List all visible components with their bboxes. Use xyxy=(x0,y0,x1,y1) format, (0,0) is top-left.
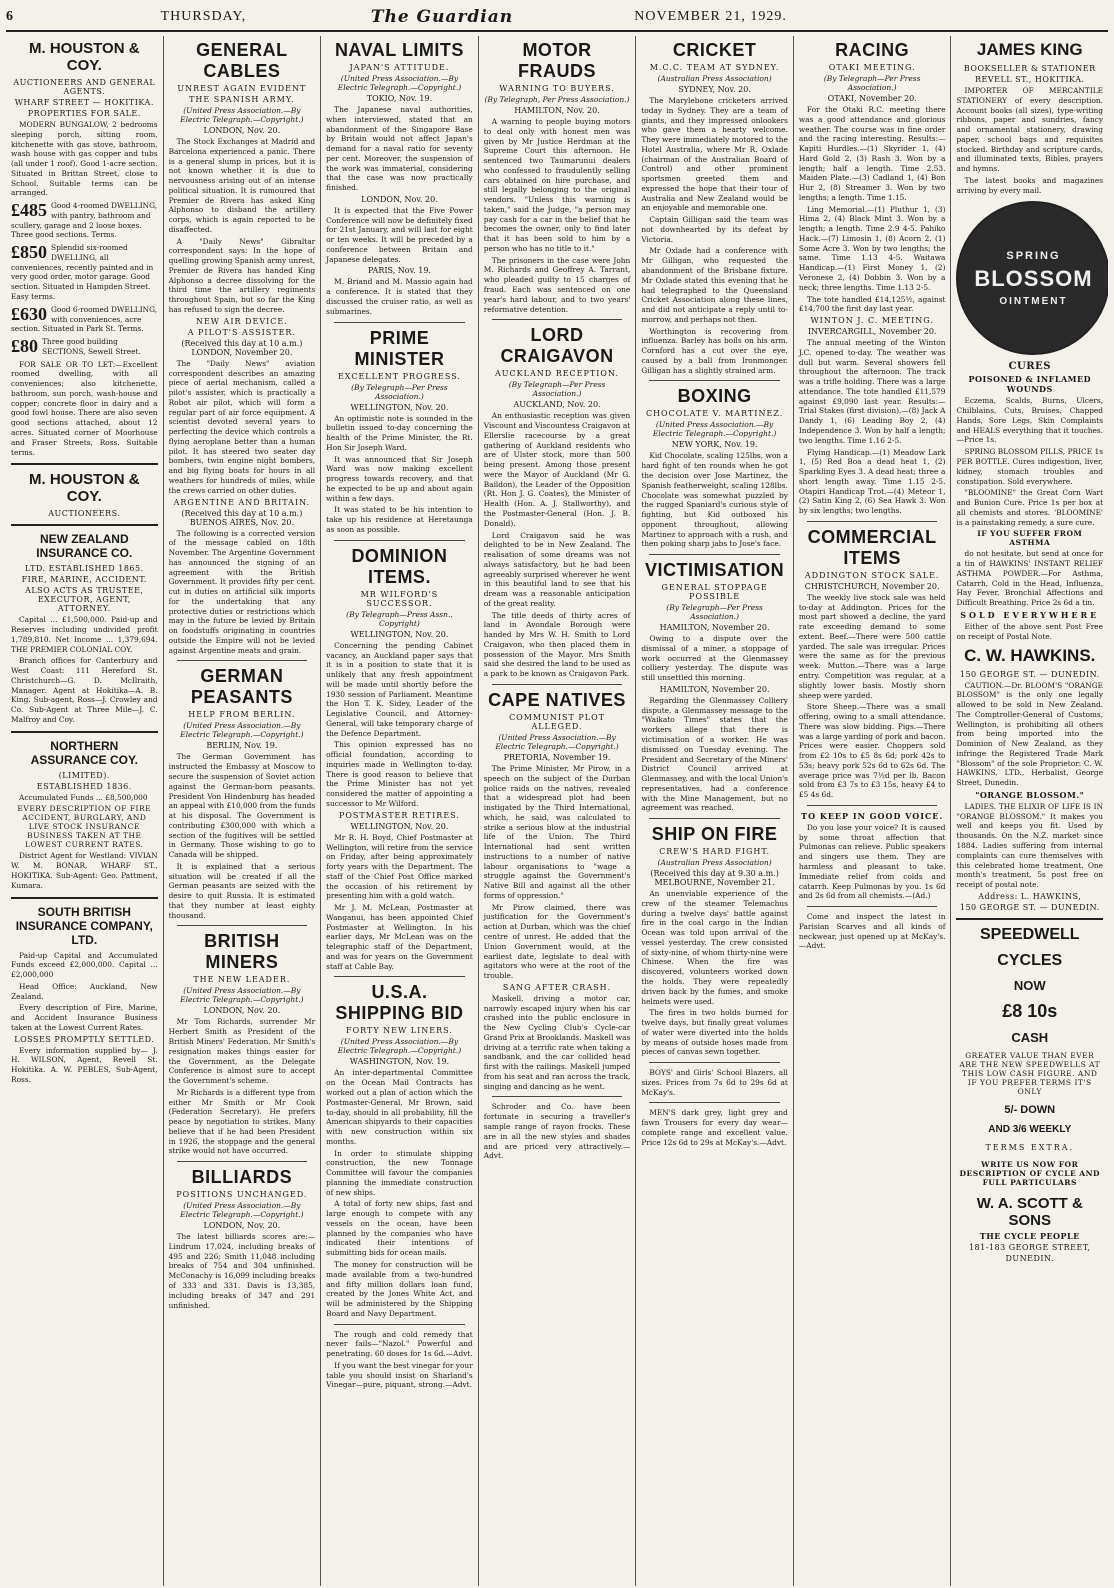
article-paragraph: M. Briand and M. Massio again had a conference. It is stated that they discussed the cruiser ratio, as well as submarines. xyxy=(326,277,473,316)
article-paragraph: The tote handled £14,125½, against £14,700 the first day last year. xyxy=(798,294,946,314)
ad-line: PROPERTIES FOR SALE. xyxy=(27,109,141,118)
property-text: Good 6-roomed DWELLING, with conveniences, acre section. Situated in Park St. Terms. xyxy=(11,304,158,334)
article-paragraph: The money for construction will be made available from a two-hundred and fifty million dollars loan fund, created by the Jones White Act, and will be administered by the Shipping Board and Navy Department. xyxy=(326,1260,473,1318)
ad-paragraph: do not hesitate, but send at once for a tin of HAWKINS' INSTANT RELIEF ASTHMA POWDER.—For Asthma, Catarrh, Cold in the Head, Influenza, Hay Fever, Bronchial Affections and Difficult Breathing. Price 2s 6d a tin. xyxy=(956,549,1104,608)
wire-credit: (By Telegraph—Per Press Association.) xyxy=(666,603,763,622)
column-1 xyxy=(6,36,164,1586)
article-paragraph: Mr R. H. Boyd, Chief Postmaster at Wellington, will retire from the service on Friday, after being approximately forty years with the Department. The staff of the Chief Post Office marked the occasion of his retirement by presenting him with a gold watch. xyxy=(326,832,473,901)
speedwell-weekly: AND 3/6 WEEKLY xyxy=(988,1123,1072,1135)
ad-paragraph: SPRING BLOSSOM PILLS, PRICE 1s PER BOTTLE. Cures indigestion, liver, kidney, stomach troubles and constipation. Sold everywhere. xyxy=(956,447,1104,486)
dateline: WELLINGTON, Nov. 20. xyxy=(350,821,449,831)
headline: COMMERCIAL ITEMS xyxy=(807,526,937,568)
ad-line: 150 GEORGE ST. — DUNEDIN. xyxy=(959,902,1100,912)
ad-paragraph: District Agent for Westland: VIVIAN W. M. BONAR, WHARF ST., HOKITIKA. Sub-Agent: Geo. Pattment, Kumara. xyxy=(11,851,158,890)
subheading: POSTMASTER RETIRES. xyxy=(338,810,460,820)
subheading: CHOCOLATE V. MARTINEZ. xyxy=(645,409,784,419)
ad-line: DUNEDIN. xyxy=(1005,1253,1055,1263)
dateline: HAMILTON, November 20. xyxy=(659,684,770,694)
ad-houston-title: M. HOUSTON & COY. xyxy=(29,40,140,74)
dateline: (Received this day at 10 a.m.) LONDON, November 20. xyxy=(181,338,303,357)
headline: VICTIMISATION xyxy=(645,560,785,581)
article-paragraph: It was stated to be his intention to take up his residence at Heretaunga as soon as possible. xyxy=(326,505,473,534)
ad-line: GREATER VALUE THAN EVER ARE THE NEW SPEEDWELLS AT THIS LOW CASH FIGURE. AND IF YOU PREFER TERMS IT'S ONLY xyxy=(959,1050,1101,1096)
dateline: WELLINGTON, Nov. 20. xyxy=(350,629,449,639)
headline: CAPE NATIVES xyxy=(488,689,626,710)
divider xyxy=(649,554,780,555)
headline: GENERAL CABLES xyxy=(196,40,288,81)
subheading: FORTY NEW LINERS. xyxy=(346,1026,453,1036)
headline: SHIP ON FIRE xyxy=(651,824,778,845)
ad-paragraph: LADIES. THE ELIXIR OF LIFE IS IN "ORANGE BLOSSOM." It makes you well and keeps you fit. Used by thousands. On the N.Z. market since 1884. Ladies suffering from internal complaints can cure themselves with this celebrated home treatment. One month's treatment, 5s post free on receipt of postal note. xyxy=(956,801,1104,890)
article-paragraph: In order to stimulate shipping construction, the new Tonnage Committee will favour the companies planning the immediate construction of new ships. xyxy=(326,1148,473,1197)
article-paragraph: Mr Pirow claimed, there was justification for the Government's action at Durban, which was the chief centre of unrest. He added that the Union Government would, at the earliest date, legislate to deal with agitators who were at the root of the trouble. xyxy=(483,902,631,981)
property-text: Three good building SECTIONS, Sewell Street. xyxy=(42,337,141,356)
dateline: NEW YORK, Nov. 19. xyxy=(671,440,758,450)
column-6 xyxy=(794,36,952,1586)
article-paragraph: It is expected that the Five Power Conference will now be definitely fixed for 21st January, and will last for eight or ten weeks. It will be preceded by a conference between Britain and Japanese delegates. xyxy=(326,205,473,264)
ad-south-british-title: SOUTH BRITISH INSURANCE COMPANY, LTD. xyxy=(15,904,153,947)
subheading: UNREST AGAIN EVIDENT xyxy=(177,84,307,93)
divider xyxy=(11,897,158,899)
advert-paragraph: Do you lose your voice? It is caused by some throat affection that Pulmonas can relieve. Public speakers and singers use them. They are harmless and pleasant to take. Immediate relief from colds and catarrh. Keep Pulmonas by you. 1s 6d and 2s 6d from all chemists.—(Ad.) xyxy=(798,822,946,901)
dateline: PARIS, Nov. 19. xyxy=(367,266,431,276)
ad-line: BOOKSELLER & STATIONER xyxy=(963,64,1096,73)
ad-line: ALSO ACTS AS TRUSTEE, EXECUTOR, AGENT, ATTORNEY. xyxy=(25,586,144,614)
dateline: OTAKI, November 20. xyxy=(827,94,917,103)
ad-nz-insurance-title: NEW ZEALAND INSURANCE CO. xyxy=(36,532,133,561)
headline: BRITISH MINERS xyxy=(204,931,280,973)
divider xyxy=(649,380,780,381)
article-paragraph: Mr Tom Richards, surrender Mr Herbert Smith as President of the British Miners' Federation. Mr Smith's resignation makes things easier for the Government, as the Delegate Conference is almost sure to accept the Government's scheme. xyxy=(168,1017,316,1086)
divider xyxy=(649,1062,780,1063)
ad-line: AUCTIONEERS AND GENERAL AGENTS. xyxy=(13,78,156,96)
ad-line: (LIMITED). xyxy=(58,770,110,780)
article-paragraph: Regarding the Glenmassey Colliery dispute, a Glenmassey message to the "Waikato Times" states that the workers allege that there is victimisation of a worker. He was dismissed on Tuesday evening. The President and Secretary of the Miners' District Council arrived at Glenmassey, and with the local Union's representatives, had a conference with the Mine Management, but no agreement was reached. xyxy=(641,695,788,813)
masthead-day: THURSDAY, xyxy=(160,9,247,24)
article-paragraph: This opinion expressed has no official foundation, according to inquiries made in Wellington to-day. There is good reason to believe that the Prime Minister has not yet considered the matter of appointing a successor to Mr Wilford. xyxy=(326,740,473,808)
divider xyxy=(334,976,465,977)
ad-line: 150 GEORGE ST. — DUNEDIN. xyxy=(959,669,1100,679)
wire-credit: (By Telegraph—Per Press Association.) xyxy=(351,382,448,401)
divider xyxy=(11,463,158,465)
dateline: (Received this day at 9.30 a.m.) MELBOURNE, November 21. xyxy=(650,869,779,888)
ad-james-king-title: JAMES KING xyxy=(976,40,1083,59)
article-paragraph: The latest billiards scores are:— Lindrum 17,024, including breaks of 495 and 226; Smith 11,048 including breaks of 754 and 304 unfinished. McConachy is 16,099 including breaks of 333 and 331. Davis is 13,385, including breaks of 347 and 291 unfinished. xyxy=(168,1232,316,1310)
advert-paragraph: The rough and cold remedy that never fails—"Nazol." Powerful and penetrating. 60 doses for 1s 6d.—Advt. xyxy=(326,1329,473,1359)
dateline: LONDON, Nov. 20. xyxy=(361,194,438,204)
ad-line: TERMS EXTRA. xyxy=(985,1142,1075,1152)
article-paragraph: The fires in two holds burned for twelve days, but finally great volumes of water were diverted into the holds by means of outside hoses made from pieces of canvas sewn together. xyxy=(641,1008,788,1057)
article-paragraph: Mr Oxlade had a conference with Mr Gilligan, who requested the abandonment of the Brisbane fixture. Mr Oxlade stated this evening that he had telegraphed to the Queensland Cricket Association along these lines, and did not anticipate a reply until to-morrow, and perhaps not then. xyxy=(641,246,788,324)
wire-credit: (United Press Association.—By Electric Telegraph.—Copyright.) xyxy=(180,1201,304,1220)
divider xyxy=(807,521,938,522)
divider xyxy=(492,1096,623,1097)
property-listing xyxy=(11,305,158,334)
headline: DOMINION ITEMS. xyxy=(351,545,448,587)
subheading: HELP FROM BERLIN. xyxy=(188,710,296,720)
article-paragraph: The following is a corrected version of the message cabled on 18th November. The Argentine Government has announced the signing of an agreement with the British Government. It provides fifty per cent. cut in duties on artificial silk imports for the undertaking that any protective duties or restrictions which may in the future be levied by Britain on foodstuffs originating in countries outside the Empire will not be levied against Argentine meats and grain. xyxy=(168,528,316,655)
ad-line: LTD. ESTABLISHED 1865. xyxy=(24,564,144,574)
wire-credit: (By Telegraph—Per Press Association.) xyxy=(823,74,921,92)
divider xyxy=(177,1161,308,1162)
wire-credit: (United Press Association.—By Electric Telegraph.—Copyright.) xyxy=(495,732,619,751)
advert-paragraph: BOYS' and Girls' School Blazers, all sizes. Prices from 7s 6d to 29s 6d at McKay's. xyxy=(641,1068,788,1097)
article-paragraph: An enthusiastic reception was given Viscount and Viscountess Craigavon at Ellerslie racecourse by a great gathering of Auckland residents who are of Ulster stock, more than 500 being present. Among those present were the Mayor of Auckland (Mr G. Baildon), the Leader of the Opposition (Rt. Hon J. G. Coates), the Minister of Health (Hon. A. J. Stallworthy), and the Postmaster-General (Hon. J. B. Donald). xyxy=(483,411,631,528)
ad-paragraph: Every description of Fire, Marine, and Accident Insurance Business taken at the Lowest Current Rates. xyxy=(11,1003,158,1032)
ad-paragraph: IMPORTER OF MERCANTILE STATIONERY of every description. Account books (all sizes), type-writing ribbons, paper and sundries, fancy and ornamental stationery, drawing paper, school bags and requisites stocked. Birthday and scripture cards, and illuminated texts, Bibles, prayers and hymns. xyxy=(956,86,1104,174)
dateline: LONDON, Nov. 20. xyxy=(203,1221,281,1231)
article-paragraph: Maskell, driving a motor car, narrowly escaped injury when his car crashed into the public enclosure in the New Cycling Club's Cycle-car Grand Prix at Brooklands. Maskell was driving at a terrific rate when taking a sandbank, and the car collided head first with the railings. Maskell jumped from his seat and ran across the track, singing and dancing as he went. xyxy=(483,993,631,1091)
divider xyxy=(11,524,158,526)
dateline: CHRISTCHURCH, November 20. xyxy=(804,581,940,591)
ad-line: CURES xyxy=(1008,361,1051,373)
ad-line: WHARF STREET — HOKITIKA. xyxy=(14,98,154,107)
article-paragraph: The Japanese naval authorities, when interviewed, stated that an abandonment of the Singapore Base by Britain would not affect Japan's demand for a naval ratio for seventy per cent. Moreover, the suspension of the work was immaterial, considering that the case was now practically finished. xyxy=(326,105,473,193)
article-paragraph: An unenviable experience of the crew of the steamer Telemachus during a twelve days' battle against fire in the coal cargo in the Indian Ocean was told upon arrival of the vessel yesterday. The crew consisted of sixty-nine, of whom thirty-nine were Chinese. When the fire was discovered, volunteers worked down the holds. They were repeatedly driven back by the fumes, and smoke helmets were used. xyxy=(641,889,788,1006)
dateline: HAMILTON, Nov. 20. xyxy=(514,106,600,115)
headline: CRICKET xyxy=(672,40,757,60)
article-paragraph: It is explained that a serious situation will be created if all the German peasants are seized with the desire to quit Russia. It is estimated that they number at least eighty thousand. xyxy=(168,861,316,920)
divider xyxy=(334,540,465,541)
article-paragraph: A total of forty new ships, fast and large enough to compete with any vessels on the ocean, have been planned by the companies who have indicated their intentions of submitting bids for ocean mails. xyxy=(326,1199,473,1258)
paper-name: The Guardian xyxy=(370,7,514,27)
article-paragraph: Mr Richards is a different type from either Mr Smith or Mr Cook (Federation Secretary). He prefers peace by negotiation to strikes. Many believe that if he had been President in 1926, the stoppage and the general strike would not have occurred. xyxy=(168,1087,316,1156)
subheading: NEW AIR DEVICE. xyxy=(195,316,288,326)
dateline: LONDON, Nov. 20. xyxy=(203,126,281,135)
dateline: WELLINGTON, Nov. 20. xyxy=(350,402,449,412)
wire-credit: (United Press Association.—By Electric Telegraph.—Copyright.) xyxy=(180,986,304,1005)
headline: BILLIARDS xyxy=(191,1167,293,1188)
wire-credit: (Australian Press Association) xyxy=(657,858,772,868)
dateline: (Received this day at 10 a.m.) BUENOS AIRES, Nov. 20. xyxy=(181,508,303,527)
ad-hawkins-title: C. W. HAWKINS. xyxy=(964,645,1096,665)
ad-paragraph: Accumulated Funds ... £8,500,000 xyxy=(19,792,148,802)
dateline: TOKIO, Nov. 19. xyxy=(366,94,433,103)
headline: U.S.A. SHIPPING BID xyxy=(335,982,464,1024)
ad-paragraph: Eczema, Scalds, Burns, Ulcers, Chilblains, Cuts, Bruises, Chapped Hands, Sore Legs, Skin Complaints and HEALS everything that it touches.—Price 1s. xyxy=(956,396,1104,445)
article-paragraph: The "Daily News" aviation correspondent describes an amazing piece of aerial mechanism, called a pilot's assister, which is practically a Robot air pilot, which will form a regular part of air force equipment. A scientist devoted several years to perfecting the device which controls a flying aeroplane better than a human pilot. It has steered two seater day bombers, twin engine night bombers, and big flying boats for hours in all weathers for hundreds of miles, while the crews carried on other duties. xyxy=(168,358,316,495)
ad-paragraph: Every information supplied by— J. H. WILSON, Agent, Revell St. Hokitika. A. W. PEBLES, Sub-Agent, Ross. xyxy=(11,1045,158,1084)
scott-sons-title: W. A. SCOTT & SONS xyxy=(976,1194,1083,1229)
wire-credit: (By Telegraph—Press Assn., Copyright) xyxy=(346,609,453,628)
article-paragraph: Captain Gilligan said the team was not downhearted by its defeat by Victoria. xyxy=(641,215,788,244)
subheading: M.C.C. TEAM AT SYDNEY. xyxy=(649,63,780,72)
property-price: £80 xyxy=(11,337,38,357)
speedwell-down: 5/- DOWN xyxy=(1004,1103,1056,1116)
ad-paragraph: CAUTION.—Dr. BLOOM'S "ORANGE BLOSSOM" is the only one legally allowed to be sold in New Zealand. The Comptroller-General of Customs, Wellington, is prohibiting all others from being imported into the Dominion of New Zealand, as they infringe the Registered Trade Mark "Blossom" of the sole Proprietor: C. W. HAWKINS, LTD., Herbalist, George Street, Dunedin. xyxy=(956,680,1104,788)
article-paragraph: For the Otaki R.C. meeting there was a good attendance and glorious weather. The course was in fine order and the racing interesting. Results:— Kapiti Hurdles.—(1) Skyrider 1, (4) Hard Gold 2, (3) Rash 3. Won by a length; half a length. Time 2.53. Maiden Plate.—(3) Cadland 1, (4) Bon Hur 2, (8) Streamer 3. Won by two lengths; a length. Time 1.15. xyxy=(798,105,946,202)
subheading: THE NEW LEADER. xyxy=(193,975,291,985)
wire-credit: (By Telegraph, Per Press Association.) xyxy=(484,95,630,104)
advert-paragraph: Come and inspect the latest in Parisian Scarves and all kinds of neckwear, just opened up at McKay's.—Advt. xyxy=(798,912,946,951)
speedwell-price: £8 10s xyxy=(1002,1000,1058,1021)
subheading: JAPAN'S ATTITUDE. xyxy=(349,63,450,72)
column-7 xyxy=(951,36,1108,1586)
ad-line: Address: L. HAWKINS, xyxy=(978,891,1082,901)
divider xyxy=(334,1324,465,1325)
dateline: SYDNEY, Nov. 20. xyxy=(678,85,751,94)
property-listing xyxy=(11,201,158,240)
advert-paragraph: Schroder and Co. have been fortunate in securing a traveller's sample range of rayon frocks. These are in all the new styles and shades and are priced very attractively.—Advt. xyxy=(483,1102,631,1161)
subheading: OTAKI MEETING. xyxy=(828,63,916,72)
article-paragraph: Ling Memorial.—(1) Pluthur 1, (3) Hima 2, (4) Black Mint 3. Won by a length; a length. Time 2.9 4-5. Pahiko Hack.—(7) Limosin 1, (8) Acorn 2, (1) Some Acre 3. Won by two lengths; the same. Time 1.13 4-5. Waitawa Handicap.—(1) First Money 1, (2) Veronese 2, (4) Dobbin 3. Won by a neck; three lengths. Time 1.13 2-5. xyxy=(798,204,946,292)
article-paragraph: The annual meeting of the Winton J.C. opened to-day. The weather was dull but warm. Several showers fell throughout the afternoon. The track was a trifle holding. There was a large attendance. The tote handled £11,579 against £9,090 last year. Results:— Trial Stakes (first division).—(8) Jack A Dandy 1, (6) Leading Boy 2, (4) Independence 3. Won by half a length; two lengths. Time 1.16 2-5. xyxy=(798,338,946,445)
article-paragraph: A warning to people buying motors to deal only with honest men was given by Mr Justice Herdman at the Supreme Court this afternoon. He sentenced two Taumarunui dealers who confessed to fraudulently selling cars obtained on hire purchase, and still legally belonging to the original vendors. "Unless this warning is taken," said the Judge, "a person may pay cash for a car in the belief that he becomes the owner, only to find later that it has been sold to him by a person who has no title to it." xyxy=(483,117,631,253)
wire-credit: (United Press Association.—By Electric Telegraph.—Copyright.) xyxy=(337,74,462,92)
subheading: EXCELLENT PROGRESS. xyxy=(337,371,461,381)
seal-text-top: SPRING xyxy=(1006,249,1061,262)
divider xyxy=(807,805,938,806)
property-price: £630 xyxy=(11,304,47,324)
ad-paragraph: The latest books and magazines arriving by every mail. xyxy=(956,175,1104,195)
column-3 xyxy=(321,36,479,1586)
property-price: £485 xyxy=(11,201,47,221)
headline: PRIME MINISTER xyxy=(354,327,445,369)
ad-paragraph: "BLOOMINE" the Great Corn Wart and Bunion Cure. Price 1s per box at all chemists and stores. 'BLOOMINE' is a painstaking remedy, a sure cure. xyxy=(956,488,1104,527)
ad-line: ESTABLISHED 1836. xyxy=(36,781,132,791)
subheading: THE SPANISH ARMY. xyxy=(189,95,295,104)
spring-blossom-seal-icon xyxy=(956,201,1108,355)
article-paragraph: Concerning the pending Cabinet vacancy, an Auckland paper says that it is in a position to state that it is unlikely that any fresh appointment will be made until shortly before the 1930 session of Parliament. Meantime the Hon T. K. Sidey, Leader of the Legislative Council, and Attorney-General, will take temporary charge of the Defence Department. xyxy=(326,640,473,738)
ad-paragraph: Capital ... £1,500,000. Paid-up and Reserves including undivided profit 1,789,810. Net Income ... 1,379,694. THE PREMIER COLONIAL COY. xyxy=(11,615,158,654)
ad-line: EVERY DESCRIPTION OF FIRE ACCIDENT, BURGLARY, AND LIVE STOCK INSURANCE BUSINESS TAKEN AT THE LOWEST CURRENT RATES. xyxy=(17,804,152,850)
property-text: Splendid six-roomed DWELLING, all conveniences, recently painted and in very good order, motor garage. Good section. Situated in Hampden Street. Easy terms. xyxy=(11,243,154,302)
article-paragraph: The Marylebone cricketers arrived today in Sydney. They are a team of giants, and they impressed onlookers who gave them a hearty welcome. They were immediately motored to the Hotel Australia, where Mr R. Oxlade (chairman of the Australian Board of Control) and other prominent sportsmen greeted them and expressed the hope that their tour of Australia and New Zealand would be an enjoyable and memorable one. xyxy=(641,96,788,213)
article-paragraph: Worthington is recovering from influenza. Barley has boils on his arm. Cornford has a cut over the eye, caused by a ball from Ironmonger. Gilligan has a slightly strained arm. xyxy=(641,326,788,375)
article-paragraph: A "Daily News" Gibraltar correspondent says: In the hope of quelling growing Spanish army unrest, Premier de Rivera has handed King Alphonso a decree dissolving for the third time the artillery regiments throughout Spain, but so far the King has refused to sign the decree. xyxy=(168,236,316,315)
subheading: TO KEEP IN GOOD VOICE. xyxy=(801,810,944,821)
article-paragraph: The weekly live stock sale was held to-day at Addington. Prices for the most part showed a decline, the yard rate exceeding demand to some extent. Beef.—There were 500 cattle yarded. The sale was irregular. Prices were the same as for the previous week. Mutton.—There was a large entry. Competition was regular, at a slightly lower basis. Mostly shorn sheep were yarded. xyxy=(798,592,946,700)
article-paragraph: An optimistic note is sounded in the bulletin issued to-day concerning the health of the Prime Minister, the Rt. Hon Sir Joseph Ward. xyxy=(326,413,473,452)
dateline: PRETORIA, November 19. xyxy=(503,752,611,762)
subheading: SANG AFTER CRASH. xyxy=(502,982,612,992)
property-price: £850 xyxy=(11,243,47,263)
subheading: CREW'S HARD FIGHT. xyxy=(659,847,771,857)
divider xyxy=(649,818,780,819)
article-paragraph: The prisoners in the case were John M. Richards and Geoffrey A. Tarrant, who pleaded guilty to 15 charges of fraud. Each was sentenced on one year's hard labour, and to two years' reformative detention. xyxy=(483,255,631,314)
divider xyxy=(177,660,308,661)
subheading: COMMUNIST PLOT ALLEGED. xyxy=(509,712,605,731)
property-listing xyxy=(11,337,158,357)
speedwell-title: SPEEDWELL xyxy=(979,925,1080,943)
ad-line: WRITE US NOW FOR DESCRIPTION OF CYCLE AND FULL PARTICULARS xyxy=(959,1159,1100,1187)
subheading: ARGENTINE AND BRITAIN. xyxy=(173,497,311,507)
column-2 xyxy=(164,36,322,1586)
ad-line: LOSSES PROMPTLY SETTLED. xyxy=(14,1034,155,1044)
headline: NAVAL LIMITS xyxy=(334,40,464,60)
ad-line: IF YOU SUFFER FROM ASTHMA xyxy=(977,529,1083,548)
divider xyxy=(649,1102,780,1103)
masthead-date: NOVEMBER 21, 1929. xyxy=(634,9,787,24)
subheading: MR WILFORD'S SUCCESSOR. xyxy=(360,589,439,608)
dateline: AUCKLAND, Nov. 20. xyxy=(513,400,601,410)
article-paragraph: An inter-departmental Committee on the Ocean Mail Contracts has worked out a plan of action which the Postmaster-General, Mr Brown, said to-day, should in all probability, fill the American shipyards to their capacities with new construction within six months. xyxy=(326,1068,473,1146)
dateline: WASHINGTON, Nov. 19. xyxy=(349,1057,450,1067)
ad-paragraph: Head Office: Auckland, New Zealand. xyxy=(11,981,158,1001)
ad-line: SOLD EVERYWHERE xyxy=(960,609,1100,620)
divider xyxy=(492,319,623,320)
headline: LORD CRAIGAVON xyxy=(500,325,614,367)
ad-paragraph: MODERN BUNGALOW, 2 bedrooms sleeping porch, sitting room, kitchenette with gas stove, bathroom, wash house with gas copper and tubs (all under 1 roof). Good 1-acre section. Situated in Brittan Street, close to School. Suitable terms can be arranged. xyxy=(11,120,158,198)
subheading: A PILOT'S ASSISTER. xyxy=(187,327,296,337)
headline: RACING xyxy=(835,40,910,60)
subheading: GENERAL STOPPAGE POSSIBLE xyxy=(661,583,768,602)
article-paragraph: The Prime Minister, Mr Pirow, in a speech on the subject of the Durban police raids on the natives, revealed that a widespread plot had been instigated by the Third International, which, he said, was calculated to strike a serious blow at the industrial life of the Union. The Third International had sent written instructions to a number of native labour organisations to "wage a struggle against the Government's Native Bill and against all the other forms of oppression." xyxy=(483,763,631,900)
column-4 xyxy=(479,36,637,1586)
ad-line: FIRE, MARINE, ACCIDENT. xyxy=(21,575,147,585)
advert-paragraph: MEN'S dark grey, light grey and fawn Trousers for every day wear—complete range and excellent value. Price 12s 6d to 29s at McKay's.—Advt. xyxy=(641,1108,788,1147)
dateline: HAMILTON, November 20. xyxy=(659,623,770,633)
dateline: BERLIN, Nov. 19. xyxy=(206,741,278,751)
property-text: Good 4-roomed DWELLING, with pantry, bathroom and scullery, garage and 2 loose boxes. Three good sections. Terms. xyxy=(11,201,158,240)
article-paragraph: The title deeds of thirty acres of land in Avondale Borough were handed by Mrs W. H. Smith to Lord Craigavon, who then placed them in possession of the Mayor. Mrs Smith said she desired the land to be used as a park to be known as Craigavon Park. xyxy=(483,610,631,679)
seal-text-bottom: OINTMENT xyxy=(999,295,1068,307)
columns xyxy=(6,36,1108,1586)
ad-line: POISONED & INFLAMED WOUNDS xyxy=(968,374,1092,395)
wire-credit: (Australian Press Association) xyxy=(657,74,772,83)
subheading: ADDINGTON STOCK SALE. xyxy=(804,570,940,580)
article-paragraph: Mr J. M. McLean, Postmaster at Wanganui, has been appointed Chief Postmaster at Wellington. In his earlier days, Mr McLean was on the telegraphic staff of the Department, and was for years on the Government staff at Cable Bay. xyxy=(326,903,473,971)
ad-houston-title-2: M. HOUSTON & COY. xyxy=(29,471,140,506)
subheading: AUCKLAND RECEPTION. xyxy=(495,369,619,379)
ad-paragraph: FOR SALE OR TO LET:—Excellent roomed dwelling, with all conveniences; also kitchenette, bathroom, sun porch, wash-house and copper; concrete floor in dairy and a good fowl house. There are also seven good sections attached, about 12 acres. Situated corner of Moorhouse and Fraser Streets, Ross. Suitable terms. xyxy=(11,359,158,457)
headline: MOTOR FRAUDS xyxy=(518,40,597,81)
wire-credit: (United Press Association.—By Electric Telegraph.—Copyright.) xyxy=(337,1037,462,1056)
ad-paragraph: Either of the above sent Post Free on receipt of Postal Note. xyxy=(956,621,1104,641)
page-number: 6 xyxy=(6,9,14,24)
column-5 xyxy=(636,36,794,1586)
ad-paragraph: Branch offices for Canterbury and West Coast: 111 Hereford St. Christchurch—G. D. McIlraith, Manager. Agent at Hokitika—A. B. King. Sub-agent, Ross—J. Crowley and Co. Sub-Agent at Three Mile—J. C. Malfroy and Coy. xyxy=(11,656,158,724)
ad-paragraph: Paid-up Capital and Accumulated Funds exceed £2,000,000. Capital ... £2,000,000 xyxy=(11,950,158,980)
article-paragraph: The Stock Exchanges at Madrid and Barcelona experienced a panic. There is a general slump in prices, but it is not known whether it is due to nervousness arising out of an intense political situation. It is rumoured that Premier de Rivera has asked King Alphonso to disband the artillery corps, which is again reported to be disaffected. xyxy=(168,137,316,234)
subheading: WINTON J. C. MEETING. xyxy=(810,316,934,326)
divider xyxy=(177,925,308,926)
ad-line: AUCTIONEERS. xyxy=(48,509,121,519)
property-listing xyxy=(11,243,158,302)
masthead xyxy=(6,4,1108,32)
divider xyxy=(334,322,465,323)
ad-line: "ORANGE BLOSSOM." xyxy=(975,789,1085,800)
speedwell-cycles: CYCLES xyxy=(997,951,1063,969)
headline: BOXING xyxy=(677,386,752,407)
advert-paragraph: If you want the best vinegar for your table you should insist on Sharland's Vinegar—pure, piquant, strong.—Advt. xyxy=(326,1360,473,1390)
article-paragraph: Owing to a dispute over the dismissal of a miner, a stoppage of work occurred at the Glenmassey colliery yesterday. The dispute was still unsettled this morning. xyxy=(641,634,788,683)
dateline: INVERCARGILL, November 20. xyxy=(807,327,937,337)
divider xyxy=(492,684,623,685)
ad-line: 181-183 GEORGE STREET, xyxy=(968,1242,1091,1252)
wire-credit: (United Press Association.—By Electric Telegraph.—Copyright.) xyxy=(180,721,304,740)
ad-line: REVELL ST., HOKITIKA. xyxy=(974,75,1085,84)
subheading: WARNING TO BUYERS. xyxy=(499,84,615,93)
ad-northern-title: NORTHERN ASSURANCE COY. xyxy=(30,738,138,767)
subheading: POSITIONS UNCHANGED. xyxy=(176,1190,308,1200)
article-paragraph: It was announced that Sir Joseph Ward was now making excellent progress towards recovery, and that he expected to be up and about again within a few days. xyxy=(326,454,473,503)
speedwell-cash: CASH xyxy=(1011,1029,1049,1045)
article-paragraph: Lord Craigavon said he was delighted to be in New Zealand. The realisation of some dreams was not always satisfactory, but he had been agreeably surprised wherever he went in this beautiful land to see that his dream was a reasonable anticipation of the great reality. xyxy=(483,530,631,608)
wire-credit: (By Telegraph—Per Press Association.) xyxy=(508,380,606,399)
article-paragraph: Flying Handicap.—(1) Meadow Lark 1, (5) Red Boa a dead heat 1, (2) Sparkling Eyes 3. A dead heat; three a short length away. Time 1.15 2-5. Otapiri Handicap Trot.—(4) Meteor 1, (2) Satin King 2, (6) Sea Hawk 3. Won by six lengths; two lengths. xyxy=(798,447,946,516)
divider xyxy=(11,731,158,733)
headline: GERMAN PEASANTS xyxy=(190,666,293,708)
article-paragraph: Store Sheep.—There was a small offering, owing to a small attendance. There was slow bidding. Pigs.—There was a large yarding of pork and bacon. Prices were easier. Choppers sold from £2 10s to £5 8s 6d; pork 42s to 53s; heavy pork 52s 6d to 62s 6d. The average price was 7½d per lb. Bacon sold from £3 7s to £3 15s, heavy £4 to £5 4s 6d. xyxy=(798,702,946,800)
seal-text-middle: BLOSSOM xyxy=(974,265,1093,291)
ad-line: THE CYCLE PEOPLE xyxy=(979,1230,1080,1241)
divider xyxy=(807,906,938,907)
article-paragraph: Kid Chocolate, scaling 125lbs, won a hard fight of ten rounds when he got the decision over Jose Martinez, the Spanish featherweight, scaling 128lbs. Chocolate was somewhat puzzled by the rugged Spaniard's curious style of fighting, but Kid outboxed his opponent throughout, allowing Martinez to approach with a rush, and then poking sharp jabs to Jose's face. xyxy=(641,451,788,549)
divider xyxy=(956,918,1103,920)
wire-credit: (United Press Association.—By Electric Telegraph.—Copyright.) xyxy=(652,420,777,439)
wire-credit: (United Press Association.—By Electric Telegraph.—Copyright.) xyxy=(180,106,304,124)
dateline: LONDON, Nov. 20. xyxy=(203,1006,281,1016)
article-paragraph: The German Government has instructed the Embassy at Moscow to secure the suspension of Soviet action against the German-born peasants. President Von Hindenburg has headed an appeal with £10,000 from the funds at his disposal. The Government is contributing £300,000 with which a section of the fugitives will be settled in Germany. Those wishing to go to Canada will be shipped. xyxy=(168,752,316,860)
speedwell-now: NOW xyxy=(1013,977,1046,993)
